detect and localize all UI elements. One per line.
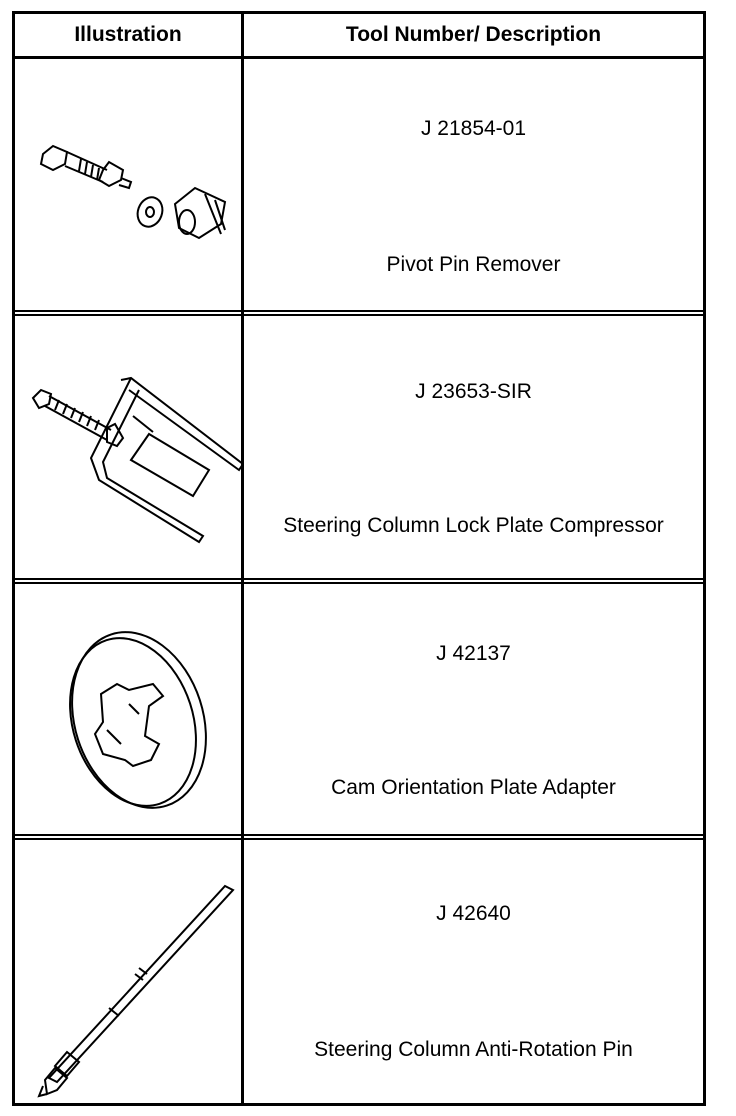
- tool-cell: [244, 316, 703, 578]
- pivot-pin-remover-illustration: [15, 59, 241, 310]
- tool-description: Pivot Pin Remover: [386, 253, 561, 276]
- table-row: [15, 840, 703, 1106]
- tool-description: Steering Column Anti-Rotation Pin: [314, 1038, 633, 1061]
- tool-number: J 42640: [436, 902, 511, 925]
- tool-cell: [244, 840, 703, 1106]
- tool-cell: [244, 584, 703, 834]
- tool-number: J 21854-01: [420, 117, 527, 140]
- tools-table: [12, 11, 706, 1106]
- header-tool-description: Tool Number/ Description: [345, 23, 602, 46]
- tool-cell: [244, 59, 703, 310]
- cam-orientation-plate-illustration: [15, 584, 241, 834]
- table-row: [15, 584, 703, 834]
- tool-number: J 23653-SIR: [415, 380, 532, 403]
- table-row: [15, 316, 703, 578]
- header-illustration: Illustration: [74, 23, 182, 46]
- table-row: [15, 59, 703, 310]
- anti-rotation-pin-illustration: [15, 840, 241, 1106]
- tool-description: Cam Orientation Plate Adapter: [331, 776, 616, 799]
- tool-number: J 42137: [436, 642, 511, 665]
- lock-plate-compressor-illustration: [15, 316, 241, 578]
- tool-description: Steering Column Lock Plate Compressor: [283, 514, 664, 537]
